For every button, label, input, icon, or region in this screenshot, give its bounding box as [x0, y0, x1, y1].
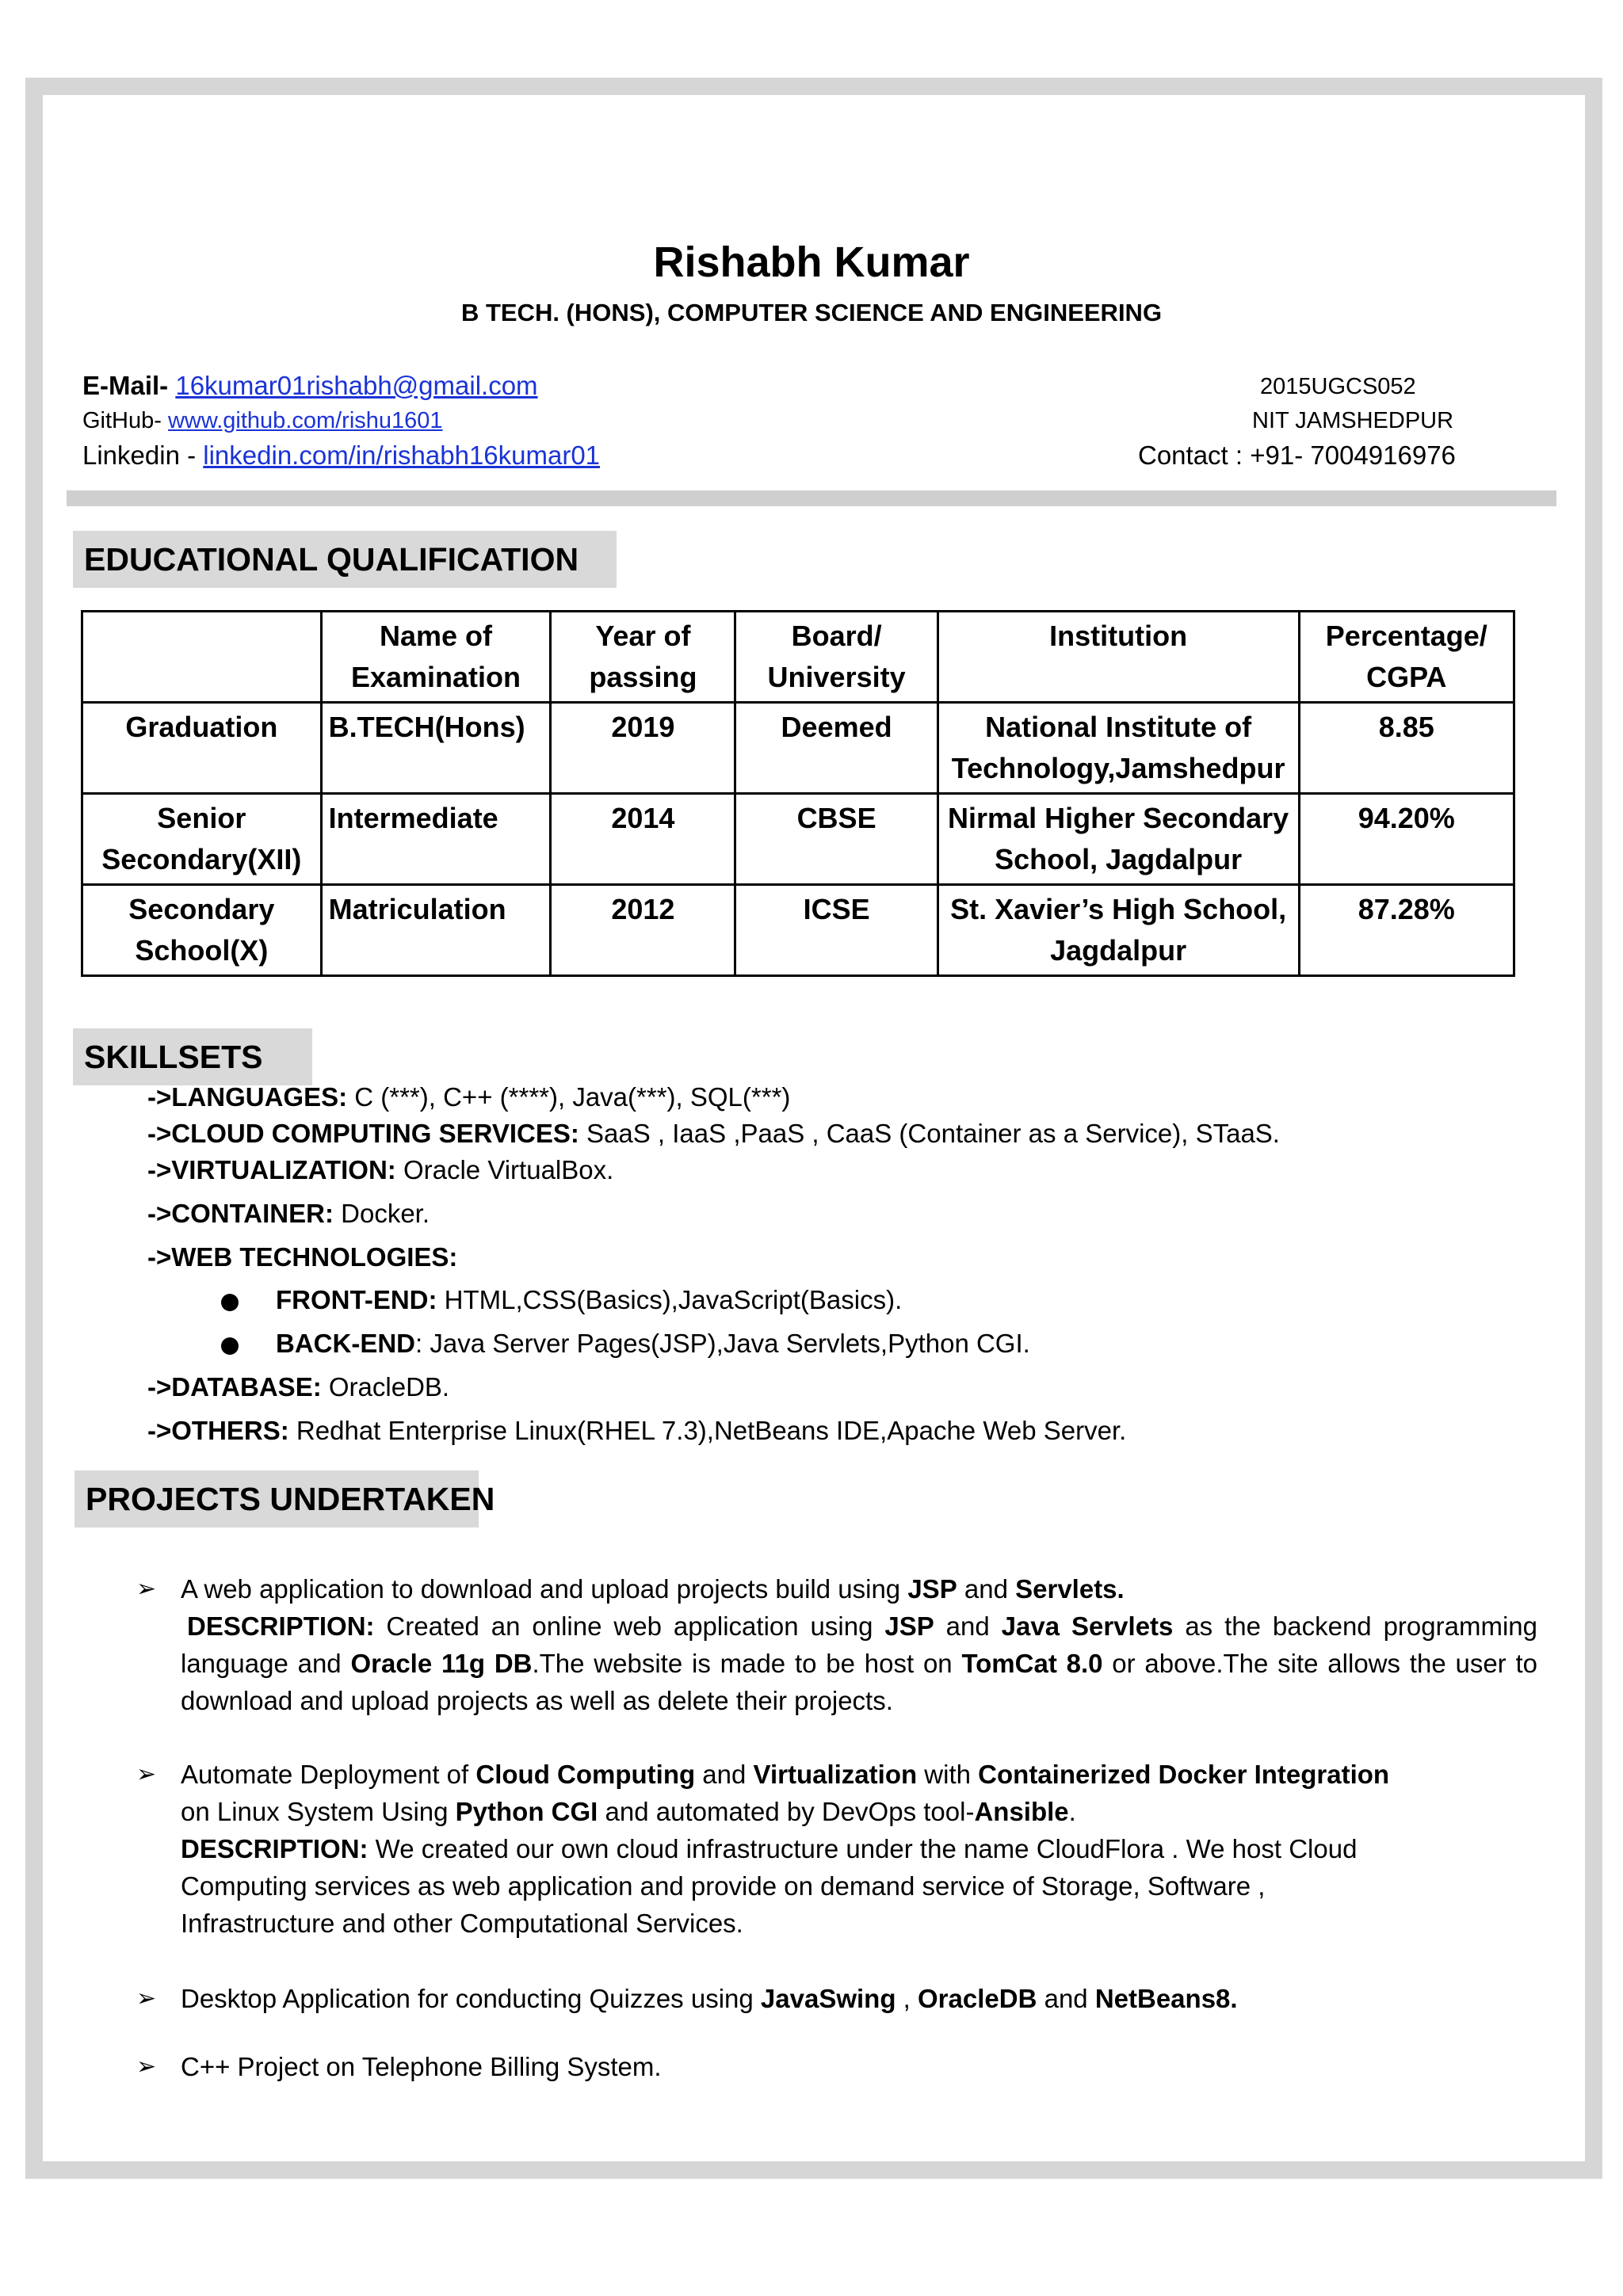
text: Automate Deployment of — [181, 1760, 476, 1789]
text-bold: Servlets. — [1015, 1574, 1125, 1604]
table-header-row — [82, 612, 1514, 703]
table-cell: Graduation — [82, 703, 322, 794]
skill-frontend — [276, 1285, 902, 1315]
skill-backend — [276, 1329, 1030, 1359]
arrow-bullet-icon: ➢ — [136, 1985, 157, 2012]
skill-label: ->LANGUAGES: — [147, 1082, 348, 1112]
header-separator — [67, 490, 1556, 506]
table-cell: B.TECH(Hons) — [321, 703, 551, 794]
skill-value: Oracle VirtualBox. — [395, 1155, 614, 1184]
skill-label: ->OTHERS: — [147, 1416, 289, 1445]
text: . — [1068, 1797, 1076, 1826]
skill-others — [147, 1416, 1126, 1446]
table-cell: 2019 — [551, 703, 735, 794]
skill-value: HTML,CSS(Basics),JavaScript(Basics). — [437, 1285, 903, 1314]
education-table — [81, 610, 1515, 977]
skill-value: C (***), C++ (****), Java(***), SQL(***) — [347, 1082, 791, 1112]
skill-value: Docker. — [333, 1199, 430, 1228]
text-bold: Python CGI — [455, 1797, 598, 1826]
project-title — [181, 1570, 1537, 1608]
project-3 — [181, 1980, 1537, 2017]
phone-number: Contact : +91- 7004916976 — [1138, 441, 1456, 470]
skill-label: ->DATABASE: — [147, 1372, 322, 1402]
github-line — [82, 408, 443, 434]
text-bold: TomCat 8.0 — [961, 1649, 1103, 1678]
table-cell: Nirmal Higher Secondary School, Jagdalpur — [938, 794, 1299, 885]
table-cell: Secondary School(X) — [82, 885, 322, 976]
text-bold: Oracle 11g DB — [350, 1649, 533, 1678]
degree-title: B TECH. (HONS), COMPUTER SCIENCE AND ENGINEERING — [460, 299, 1163, 326]
text: C++ Project on Telephone Billing System. — [181, 2052, 662, 2081]
table-cell: 2014 — [551, 794, 735, 885]
text: and — [695, 1760, 754, 1789]
skill-value: : Java Server Pages(JSP),Java Servlets,Python CGI. — [415, 1329, 1030, 1358]
table-cell: ICSE — [735, 885, 938, 976]
skill-label: ->CLOUD COMPUTING SERVICES: — [147, 1119, 579, 1148]
skill-languages — [147, 1082, 790, 1112]
text-bold: JSP — [884, 1611, 934, 1641]
github-label: GitHub- — [82, 408, 162, 433]
table-cell: Intermediate — [321, 794, 551, 885]
text-bold: Cloud Computing — [475, 1760, 696, 1789]
table-cell: Matriculation — [321, 885, 551, 976]
section-projects-heading: PROJECTS UNDERTAKEN — [74, 1470, 479, 1527]
table-cell: 8.85 — [1299, 703, 1514, 794]
skill-label: ->WEB TECHNOLOGIES: — [147, 1242, 458, 1272]
skill-label: BACK-END — [276, 1329, 415, 1358]
text-bold: Ansible — [974, 1797, 1069, 1826]
project-description — [181, 1830, 1417, 1942]
table-header-cell — [82, 612, 322, 703]
text-bold: Virtualization — [753, 1760, 918, 1789]
section-education-heading: EDUCATIONAL QUALIFICATION — [73, 531, 617, 588]
table-cell: 2012 — [551, 885, 735, 976]
text: and — [957, 1574, 1016, 1604]
text: and — [1037, 1984, 1095, 2013]
table-cell: Deemed — [735, 703, 938, 794]
table-cell: National Institute of Technology,Jamshedpur — [938, 703, 1299, 794]
text: as the backend programming language and — [181, 1611, 1537, 1678]
linkedin-line — [82, 441, 600, 471]
text-bold: JavaSwing — [760, 1984, 896, 2013]
text: on Linux System Using — [181, 1797, 456, 1826]
table-header-cell: Year of passing — [551, 612, 735, 703]
candidate-name: Rishabh Kumar — [653, 238, 970, 286]
skill-container — [147, 1199, 430, 1229]
text: and automated by DevOps tool- — [598, 1797, 975, 1826]
project-title — [181, 1756, 1417, 1830]
linkedin-label: Linkedin - — [82, 441, 197, 470]
github-link[interactable]: www.github.com/rishu1601 — [167, 408, 443, 433]
skill-value: SaaS , IaaS ,PaaS , CaaS (Container as a Service), STaaS. — [579, 1119, 1280, 1148]
skill-cloud — [147, 1119, 1280, 1149]
description-label: DESCRIPTION: — [187, 1611, 375, 1641]
table-cell: 87.28% — [1299, 885, 1514, 976]
email-label: E-Mail- — [82, 371, 169, 400]
text: Desktop Application for conducting Quizzes using — [181, 1984, 761, 2013]
skill-label: ->VIRTUALIZATION: — [147, 1155, 396, 1184]
arrow-bullet-icon: ➢ — [136, 1576, 157, 1602]
skill-label: ->CONTAINER: — [147, 1199, 334, 1228]
text-bold: OracleDB — [918, 1984, 1037, 2013]
description-label: DESCRIPTION: — [181, 1834, 369, 1863]
table-cell: St. Xavier’s High School, Jagdalpur — [938, 885, 1299, 976]
text-bold: NetBeans8. — [1094, 1984, 1238, 2013]
project-2 — [181, 1756, 1417, 1942]
skill-virtualization — [147, 1155, 613, 1185]
linkedin-link[interactable]: linkedin.com/in/rishabh16kumar01 — [203, 441, 601, 470]
table-header-cell: Institution — [938, 612, 1299, 703]
table-header-cell: Board/ University — [735, 612, 938, 703]
project-4 — [181, 2048, 1537, 2085]
text: , — [896, 1984, 918, 2013]
text-bold: Java Servlets — [1001, 1611, 1174, 1641]
project-1 — [181, 1570, 1537, 1719]
table-cell: 94.20% — [1299, 794, 1514, 885]
text: We created our own cloud infrastructure under the name CloudFlora . We host Cloud Computing services as web application and provide on demand service of Storage, Software , Infrastructure and other Computational Services. — [181, 1834, 1358, 1938]
email-line — [82, 371, 538, 401]
section-skills-heading: SKILLSETS — [73, 1028, 312, 1085]
table-cell: CBSE — [735, 794, 938, 885]
text: with — [917, 1760, 979, 1789]
text-bold: Containerized Docker Integration — [978, 1760, 1390, 1789]
table-row — [82, 794, 1514, 885]
skill-value: OracleDB. — [321, 1372, 450, 1402]
skill-label: FRONT-END: — [276, 1285, 437, 1314]
skill-web — [147, 1242, 457, 1272]
skill-database — [147, 1372, 449, 1402]
college-name: NIT JAMSHEDPUR — [1252, 408, 1454, 433]
email-link[interactable]: 16kumar01rishabh@gmail.com — [175, 371, 538, 400]
roll-number: 2015UGCS052 — [1260, 374, 1416, 399]
bullet-dot-icon — [221, 1294, 239, 1311]
table-row — [82, 703, 1514, 794]
skill-value: Redhat Enterprise Linux(RHEL 7.3),NetBeans IDE,Apache Web Server. — [288, 1416, 1127, 1445]
bullet-dot-icon — [221, 1337, 239, 1355]
table-cell: Senior Secondary(XII) — [82, 794, 322, 885]
text: Created an online web application using — [374, 1611, 885, 1641]
arrow-bullet-icon: ➢ — [136, 2054, 157, 2080]
text: .The website is made to be host on — [532, 1649, 962, 1678]
text-bold: JSP — [907, 1574, 957, 1604]
text: and — [934, 1611, 1002, 1641]
project-description — [181, 1608, 1537, 1719]
table-row — [82, 885, 1514, 976]
table-header-cell: Name of Examination — [321, 612, 551, 703]
text: A web application to download and upload projects build using — [181, 1574, 908, 1604]
table-header-cell: Percentage/ CGPA — [1299, 612, 1514, 703]
text: or above.The site allows the user to download and upload projects as well as delete their projects. — [181, 1649, 1537, 1715]
arrow-bullet-icon: ➢ — [136, 1761, 157, 1787]
